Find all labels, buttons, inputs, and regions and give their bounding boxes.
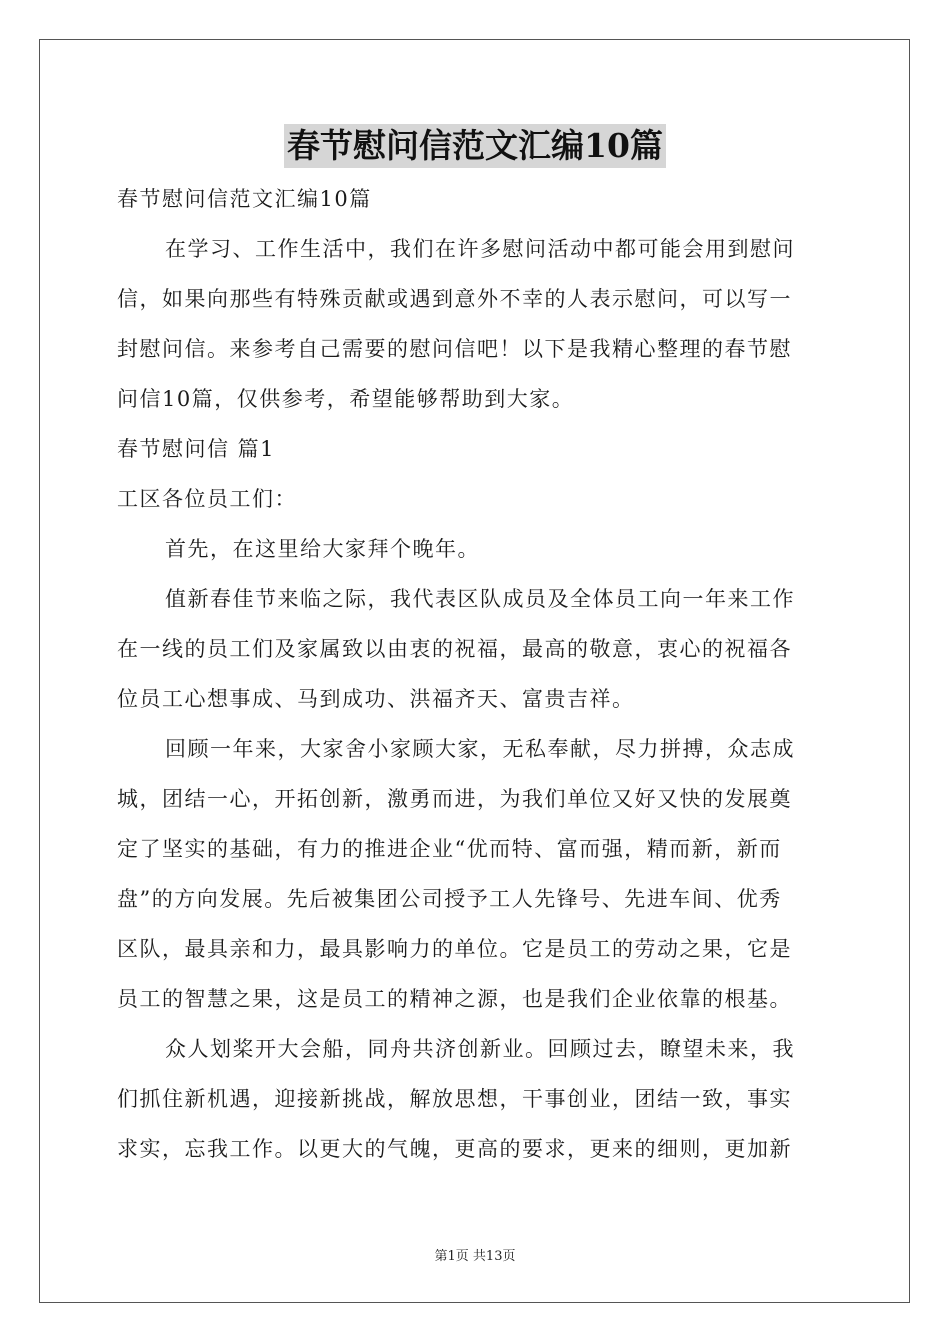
- intro-line: 在学习、工作生活中，我们在许多慰问活动中都可能会用到慰问: [165, 237, 795, 261]
- paragraph-line: 盘”的方向发展。先后被集团公司授予工人先锋号、先进车间、优秀: [117, 887, 782, 911]
- title-area: [0, 124, 950, 168]
- section-heading: 春节慰问信 篇1: [117, 437, 276, 461]
- page-footer: 第1页 共13页: [434, 1249, 516, 1264]
- paragraph-line: 定了坚实的基础，有力的推进企业“优而特、富而强，精而新，新而: [117, 837, 782, 861]
- paragraph-line: 值新春佳节来临之际，我代表区队成员及全体员工向一年来工作: [165, 587, 795, 611]
- document-subtitle: 春节慰问信范文汇编10篇: [117, 187, 372, 211]
- intro-line: 信，如果向那些有特殊贡献或遇到意外不幸的人表示慰问，可以写一: [117, 287, 792, 311]
- paragraph-line: 在一线的员工们及家属致以由衷的祝福，最高的敬意，衷心的祝福各: [117, 637, 792, 661]
- paragraph-line: 城，团结一心，开拓创新，激勇而进，为我们单位又好又快的发展奠: [117, 787, 792, 811]
- paragraph-line: 区队，最具亲和力，最具影响力的单位。它是员工的劳动之果，它是: [117, 937, 792, 961]
- paragraph-line: 回顾一年来，大家舍小家顾大家，无私奉献，尽力拼搏，众志成: [165, 737, 795, 761]
- paragraph-line: 位员工心想事成、马到成功、洪福齐天、富贵吉祥。: [117, 687, 635, 711]
- paragraph-line: 众人划桨开大会船，同舟共济创新业。回顾过去，瞭望未来，我: [165, 1037, 795, 1061]
- document-title: 春节慰问信范文汇编10篇: [284, 124, 666, 168]
- paragraph-line: 员工的智慧之果，这是员工的精神之源，也是我们企业依靠的根基。: [117, 987, 792, 1011]
- paragraph-line: 首先，在这里给大家拜个晚年。: [165, 537, 480, 561]
- salutation: 工区各位员工们：: [117, 487, 297, 511]
- document-body: [117, 174, 833, 1174]
- intro-line: 问信10篇，仅供参考，希望能够帮助到大家。: [117, 387, 575, 411]
- paragraph-line: 求实，忘我工作。以更大的气魄，更高的要求，更来的细则，更加新: [117, 1137, 792, 1161]
- paragraph-line: 们抓住新机遇，迎接新挑战，解放思想，干事创业，团结一致，事实: [117, 1087, 792, 1111]
- intro-line: 封慰问信。来参考自己需要的慰问信吧！以下是我精心整理的春节慰: [117, 337, 792, 361]
